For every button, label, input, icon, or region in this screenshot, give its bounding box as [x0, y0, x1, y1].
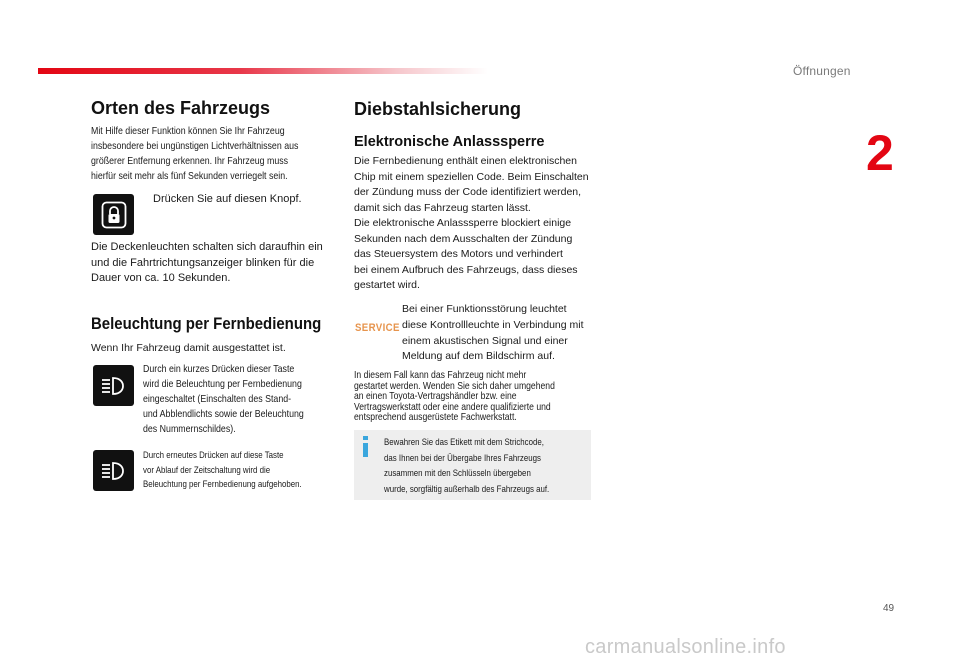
text-line: Die Deckenleuchten schalten sich daraufhin ein [91, 241, 323, 253]
headlight-button-pictogram-2 [93, 450, 134, 491]
text-line: Vertragswerkstatt oder eine andere qualifizierte und [354, 400, 551, 413]
locate-title: Orten des Fahrzeugs [91, 98, 271, 118]
text-line: vor Ablauf der Zeitschaltung wird die [143, 464, 271, 476]
locate-step-text: Drücken Sie auf diesen Knopf. [153, 193, 302, 205]
immobiliser-text [354, 154, 604, 294]
text-line: Bewahren Sie das Etikett mit dem Strichcode, [384, 437, 544, 448]
text-line: Die elektronische Anlasssperre blockiert einige [354, 217, 572, 229]
text-line: das Ihnen bei der Übergabe Ihres Fahrzeugs [384, 452, 541, 464]
text-line: das Steuersystem des Motors und verhindert [354, 248, 563, 260]
remote-light-title: Beleuchtung per Fernbedienung [91, 314, 322, 333]
text-line: Bei einer Funktionsstörung leuchtet [402, 303, 567, 315]
text-line: gestartet wird. [354, 279, 420, 291]
chapter-number: 2 [866, 125, 894, 181]
malfunction-text [402, 302, 602, 365]
text-line: Mit Hilfe dieser Funktion können Sie Ihr Fahrzeug [91, 125, 285, 137]
watermark: carmanualsonline.info [585, 636, 786, 658]
text-line: eingeschaltet (Einschalten des Stand- [143, 393, 292, 405]
info-text [384, 435, 596, 497]
text-line: gestartet werden. Wenden Sie sich daher umgehend [354, 379, 555, 392]
locate-step [145, 193, 302, 205]
section-title: Öffnungen [793, 64, 851, 78]
text-line: Die Fernbedienung enthält einen elektronischen [354, 155, 577, 167]
text-line: Durch erneutes Drücken auf diese Taste [143, 450, 284, 461]
text-line: Beleuchtung per Fernbedienung aufgehoben. [143, 479, 302, 490]
text-line: hierfür seit mehr als fünf Sekunden verriegelt sein. [91, 170, 288, 182]
info-icon [360, 435, 372, 459]
text-line: entsprechend ausgerüstete Fachwerkstatt. [354, 411, 517, 423]
immobiliser-title: Elektronische Anlasssperre [354, 134, 545, 150]
malfunction-note [354, 370, 592, 423]
padlock-icon [101, 201, 127, 229]
text-line: des Nummernschildes). [143, 423, 236, 435]
remote-light-step1 [143, 362, 332, 437]
page-number: 49 [883, 603, 895, 614]
text-line: zusammen mit den Schlüsseln übergeben [384, 468, 531, 479]
remote-light-intro: Wenn Ihr Fahrzeug damit ausgestattet ist. [91, 342, 286, 354]
text-line: insbesondere bei ungünstigen Lichtverhältnissen aus [91, 140, 299, 152]
text-line: bei einem Aufbruch des Fahrzeugs, dass dieses [354, 263, 578, 276]
text-line: Sekunden nach dem Ausschalten der Zündung [354, 232, 573, 245]
text-line: an einen Toyota-Vertragshändler bzw. eine [354, 390, 517, 402]
info-box [354, 430, 591, 500]
text-line: Durch ein kurzes Drücken dieser Taste [143, 363, 295, 375]
antitheft-title: Diebstahlsicherung [354, 99, 522, 119]
text-line: einem akustischen Signal und einer [402, 334, 568, 347]
headlight-icon [99, 460, 129, 482]
text-line: damit sich das Fahrzeug starten lässt. [354, 201, 531, 214]
text-line: Meldung auf dem Bildschirm auf. [402, 350, 555, 363]
text-line: und die Fahrtrichtungsanzeiger blinken für die [91, 256, 315, 269]
text-line: Chip mit einem speziellen Code. Beim Einschalten [354, 170, 589, 183]
text-line: wird die Beleuchtung per Fernbedienung [143, 378, 302, 390]
remote-light-step2 [143, 449, 338, 493]
headlight-button-pictogram [93, 365, 134, 406]
text-line: wurde, sorgfältig außerhalb des Fahrzeugs auf. [384, 483, 550, 495]
text-line: der Zündung muss der Code identifiziert werden, [354, 186, 582, 198]
headlight-icon [99, 375, 129, 397]
text-line: Dauer von ca. 10 Sekunden. [91, 272, 231, 284]
locate-button-pictogram [93, 194, 134, 235]
header-accent-bar [38, 68, 488, 74]
locate-result [91, 240, 346, 287]
text-line: diese Kontrollleuchte in Verbindung mit [402, 318, 584, 331]
text-line: In diesem Fall kann das Fahrzeug nicht mehr [354, 369, 527, 381]
text-line: und Abblendlichts sowie der Beleuchtung [143, 408, 304, 420]
service-warning-icon: SERVICE [355, 322, 400, 334]
text-line: größerer Entfernung erkennen. Ihr Fahrzeug muss [91, 155, 289, 167]
locate-intro [91, 124, 343, 184]
